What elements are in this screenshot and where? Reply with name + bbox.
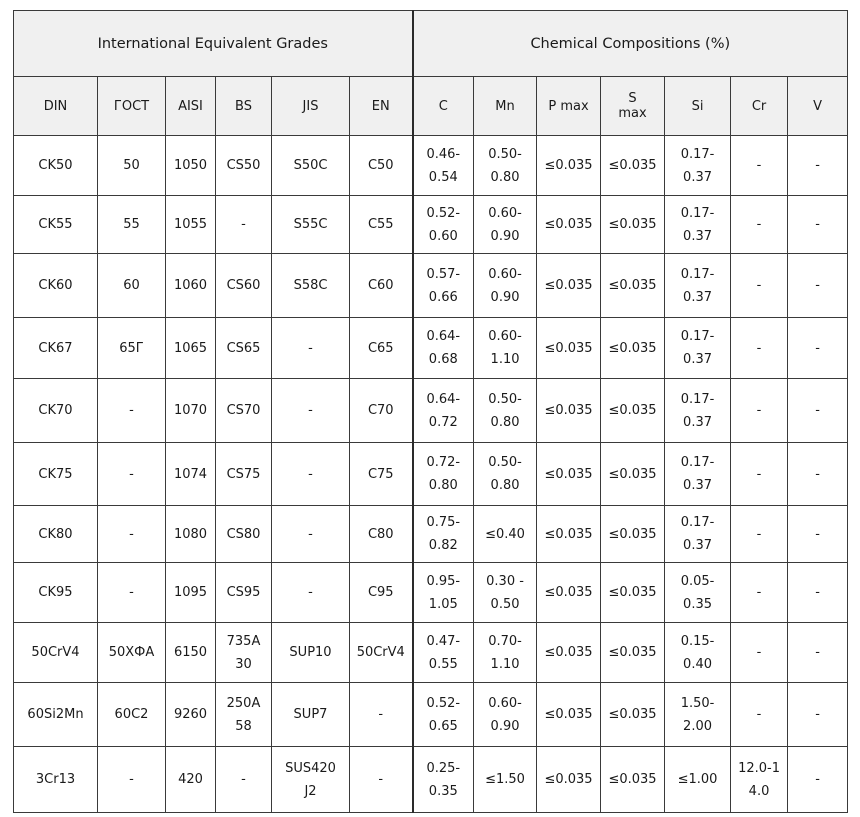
cell-v: - <box>788 254 848 318</box>
table-row <box>14 747 848 813</box>
cell-bs: CS70 <box>216 379 272 443</box>
table-row <box>14 136 848 196</box>
cell-cr: - <box>731 254 788 318</box>
chemical-compositions-header: Chemical Compositions (%) <box>413 11 848 77</box>
cell-gost: 55 <box>98 196 166 254</box>
cell-mn: 0.60- 0.90 <box>474 196 537 254</box>
cell-p-max: ≤0.035 <box>537 563 601 623</box>
cell-mn: ≤0.40 <box>474 506 537 563</box>
cell-en: C50 <box>350 136 413 196</box>
cell-en: - <box>350 683 413 747</box>
cell-cr: - <box>731 506 788 563</box>
table-row <box>14 318 848 379</box>
table-row <box>14 254 848 318</box>
cell-c: 0.64- 0.68 <box>413 318 474 379</box>
column-header-v: V <box>788 77 848 136</box>
cell-aisi: 1050 <box>166 136 216 196</box>
cell-jis: SUS420 J2 <box>272 747 350 813</box>
cell-s-max: ≤0.035 <box>601 683 665 747</box>
column-header-bs: BS <box>216 77 272 136</box>
cell-en: C60 <box>350 254 413 318</box>
cell-cr: 12.0-1 4.0 <box>731 747 788 813</box>
cell-gost: - <box>98 506 166 563</box>
cell-aisi: 1080 <box>166 506 216 563</box>
column-header-aisi: AISI <box>166 77 216 136</box>
cell-c: 0.25- 0.35 <box>413 747 474 813</box>
cell-si: 0.17- 0.37 <box>665 443 731 506</box>
table-row <box>14 683 848 747</box>
cell-bs: 735A 30 <box>216 623 272 683</box>
cell-s-max: ≤0.035 <box>601 506 665 563</box>
cell-en: C65 <box>350 318 413 379</box>
cell-aisi: 1074 <box>166 443 216 506</box>
cell-si: 0.05- 0.35 <box>665 563 731 623</box>
cell-s-max: ≤0.035 <box>601 747 665 813</box>
cell-s-max: ≤0.035 <box>601 563 665 623</box>
cell-si: 0.17- 0.37 <box>665 506 731 563</box>
column-header-jis: JIS <box>272 77 350 136</box>
cell-gost: 50ХФА <box>98 623 166 683</box>
cell-aisi: 1060 <box>166 254 216 318</box>
cell-mn: 0.60- 1.10 <box>474 318 537 379</box>
cell-p-max: ≤0.035 <box>537 196 601 254</box>
table-row <box>14 506 848 563</box>
cell-jis: - <box>272 506 350 563</box>
cell-bs: 250A 58 <box>216 683 272 747</box>
cell-din: 50CrV4 <box>14 623 98 683</box>
cell-cr: - <box>731 443 788 506</box>
cell-v: - <box>788 563 848 623</box>
cell-p-max: ≤0.035 <box>537 506 601 563</box>
cell-aisi: 6150 <box>166 623 216 683</box>
cell-jis: - <box>272 563 350 623</box>
cell-si: 0.17- 0.37 <box>665 254 731 318</box>
cell-din: 3Cr13 <box>14 747 98 813</box>
table-row <box>14 379 848 443</box>
cell-mn: 0.30 - 0.50 <box>474 563 537 623</box>
table-row <box>14 563 848 623</box>
cell-mn: 0.50- 0.80 <box>474 443 537 506</box>
cell-si: 0.17- 0.37 <box>665 136 731 196</box>
cell-gost: - <box>98 379 166 443</box>
cell-si: 0.17- 0.37 <box>665 196 731 254</box>
cell-p-max: ≤0.035 <box>537 379 601 443</box>
cell-bs: CS80 <box>216 506 272 563</box>
cell-cr: - <box>731 563 788 623</box>
cell-aisi: 1055 <box>166 196 216 254</box>
cell-gost: 60 <box>98 254 166 318</box>
cell-c: 0.52- 0.60 <box>413 196 474 254</box>
cell-si: 0.17- 0.37 <box>665 318 731 379</box>
cell-cr: - <box>731 623 788 683</box>
cell-mn: 0.50- 0.80 <box>474 136 537 196</box>
cell-bs: CS65 <box>216 318 272 379</box>
table-body <box>14 136 848 813</box>
column-header-s-max: S max <box>601 77 665 136</box>
cell-gost: 50 <box>98 136 166 196</box>
cell-bs: - <box>216 196 272 254</box>
cell-din: CK60 <box>14 254 98 318</box>
cell-jis: SUP7 <box>272 683 350 747</box>
table-row <box>14 623 848 683</box>
cell-p-max: ≤0.035 <box>537 747 601 813</box>
cell-v: - <box>788 443 848 506</box>
column-header-gost: ГОСТ <box>98 77 166 136</box>
cell-v: - <box>788 196 848 254</box>
cell-si: ≤1.00 <box>665 747 731 813</box>
cell-s-max: ≤0.035 <box>601 379 665 443</box>
cell-jis: S58C <box>272 254 350 318</box>
cell-din: CK70 <box>14 379 98 443</box>
cell-si: 0.15- 0.40 <box>665 623 731 683</box>
column-header-row <box>14 77 848 136</box>
cell-s-max: ≤0.035 <box>601 623 665 683</box>
cell-cr: - <box>731 379 788 443</box>
international-grades-header: International Equivalent Grades <box>14 11 413 77</box>
cell-en: C95 <box>350 563 413 623</box>
cell-din: CK80 <box>14 506 98 563</box>
cell-din: CK50 <box>14 136 98 196</box>
cell-jis: - <box>272 379 350 443</box>
cell-c: 0.64- 0.72 <box>413 379 474 443</box>
cell-si: 1.50- 2.00 <box>665 683 731 747</box>
cell-si: 0.17- 0.37 <box>665 379 731 443</box>
cell-v: - <box>788 683 848 747</box>
cell-c: 0.75- 0.82 <box>413 506 474 563</box>
cell-v: - <box>788 136 848 196</box>
column-header-din: DIN <box>14 77 98 136</box>
cell-mn: 0.60- 0.90 <box>474 683 537 747</box>
cell-aisi: 1095 <box>166 563 216 623</box>
cell-jis: S55C <box>272 196 350 254</box>
cell-din: CK55 <box>14 196 98 254</box>
cell-jis: S50C <box>272 136 350 196</box>
table-row <box>14 443 848 506</box>
cell-p-max: ≤0.035 <box>537 443 601 506</box>
cell-v: - <box>788 379 848 443</box>
cell-en: C80 <box>350 506 413 563</box>
cell-jis: - <box>272 443 350 506</box>
cell-v: - <box>788 747 848 813</box>
cell-s-max: ≤0.035 <box>601 318 665 379</box>
column-header-en: EN <box>350 77 413 136</box>
cell-s-max: ≤0.035 <box>601 443 665 506</box>
cell-s-max: ≤0.035 <box>601 196 665 254</box>
cell-din: CK67 <box>14 318 98 379</box>
cell-din: 60Si2Mn <box>14 683 98 747</box>
cell-p-max: ≤0.035 <box>537 623 601 683</box>
cell-bs: CS60 <box>216 254 272 318</box>
cell-s-max: ≤0.035 <box>601 254 665 318</box>
table-row <box>14 196 848 254</box>
cell-bs: CS75 <box>216 443 272 506</box>
cell-gost: - <box>98 747 166 813</box>
cell-aisi: 9260 <box>166 683 216 747</box>
cell-en: 50CrV4 <box>350 623 413 683</box>
cell-gost: 65Г <box>98 318 166 379</box>
cell-c: 0.57- 0.66 <box>413 254 474 318</box>
cell-en: C75 <box>350 443 413 506</box>
cell-mn: ≤1.50 <box>474 747 537 813</box>
column-header-cr: Cr <box>731 77 788 136</box>
cell-jis: - <box>272 318 350 379</box>
cell-bs: CS50 <box>216 136 272 196</box>
cell-s-max: ≤0.035 <box>601 136 665 196</box>
cell-gost: - <box>98 443 166 506</box>
cell-c: 0.72- 0.80 <box>413 443 474 506</box>
cell-c: 0.46- 0.54 <box>413 136 474 196</box>
cell-mn: 0.50- 0.80 <box>474 379 537 443</box>
cell-p-max: ≤0.035 <box>537 136 601 196</box>
grades-composition-table <box>13 10 848 813</box>
cell-cr: - <box>731 683 788 747</box>
cell-en: C70 <box>350 379 413 443</box>
group-header-row <box>14 11 848 77</box>
cell-aisi: 1065 <box>166 318 216 379</box>
column-header-p-max: P max <box>537 77 601 136</box>
cell-v: - <box>788 506 848 563</box>
cell-p-max: ≤0.035 <box>537 318 601 379</box>
cell-c: 0.52- 0.65 <box>413 683 474 747</box>
cell-mn: 0.60- 0.90 <box>474 254 537 318</box>
cell-c: 0.47- 0.55 <box>413 623 474 683</box>
cell-aisi: 1070 <box>166 379 216 443</box>
column-header-mn: Mn <box>474 77 537 136</box>
cell-jis: SUP10 <box>272 623 350 683</box>
cell-gost: 60C2 <box>98 683 166 747</box>
cell-v: - <box>788 318 848 379</box>
cell-en: - <box>350 747 413 813</box>
cell-c: 0.95- 1.05 <box>413 563 474 623</box>
cell-bs: - <box>216 747 272 813</box>
column-header-c: C <box>413 77 474 136</box>
cell-cr: - <box>731 318 788 379</box>
cell-din: CK95 <box>14 563 98 623</box>
cell-en: C55 <box>350 196 413 254</box>
cell-v: - <box>788 623 848 683</box>
cell-cr: - <box>731 136 788 196</box>
cell-p-max: ≤0.035 <box>537 683 601 747</box>
cell-p-max: ≤0.035 <box>537 254 601 318</box>
cell-gost: - <box>98 563 166 623</box>
column-header-si: Si <box>665 77 731 136</box>
cell-aisi: 420 <box>166 747 216 813</box>
cell-din: CK75 <box>14 443 98 506</box>
cell-mn: 0.70- 1.10 <box>474 623 537 683</box>
cell-cr: - <box>731 196 788 254</box>
cell-bs: CS95 <box>216 563 272 623</box>
